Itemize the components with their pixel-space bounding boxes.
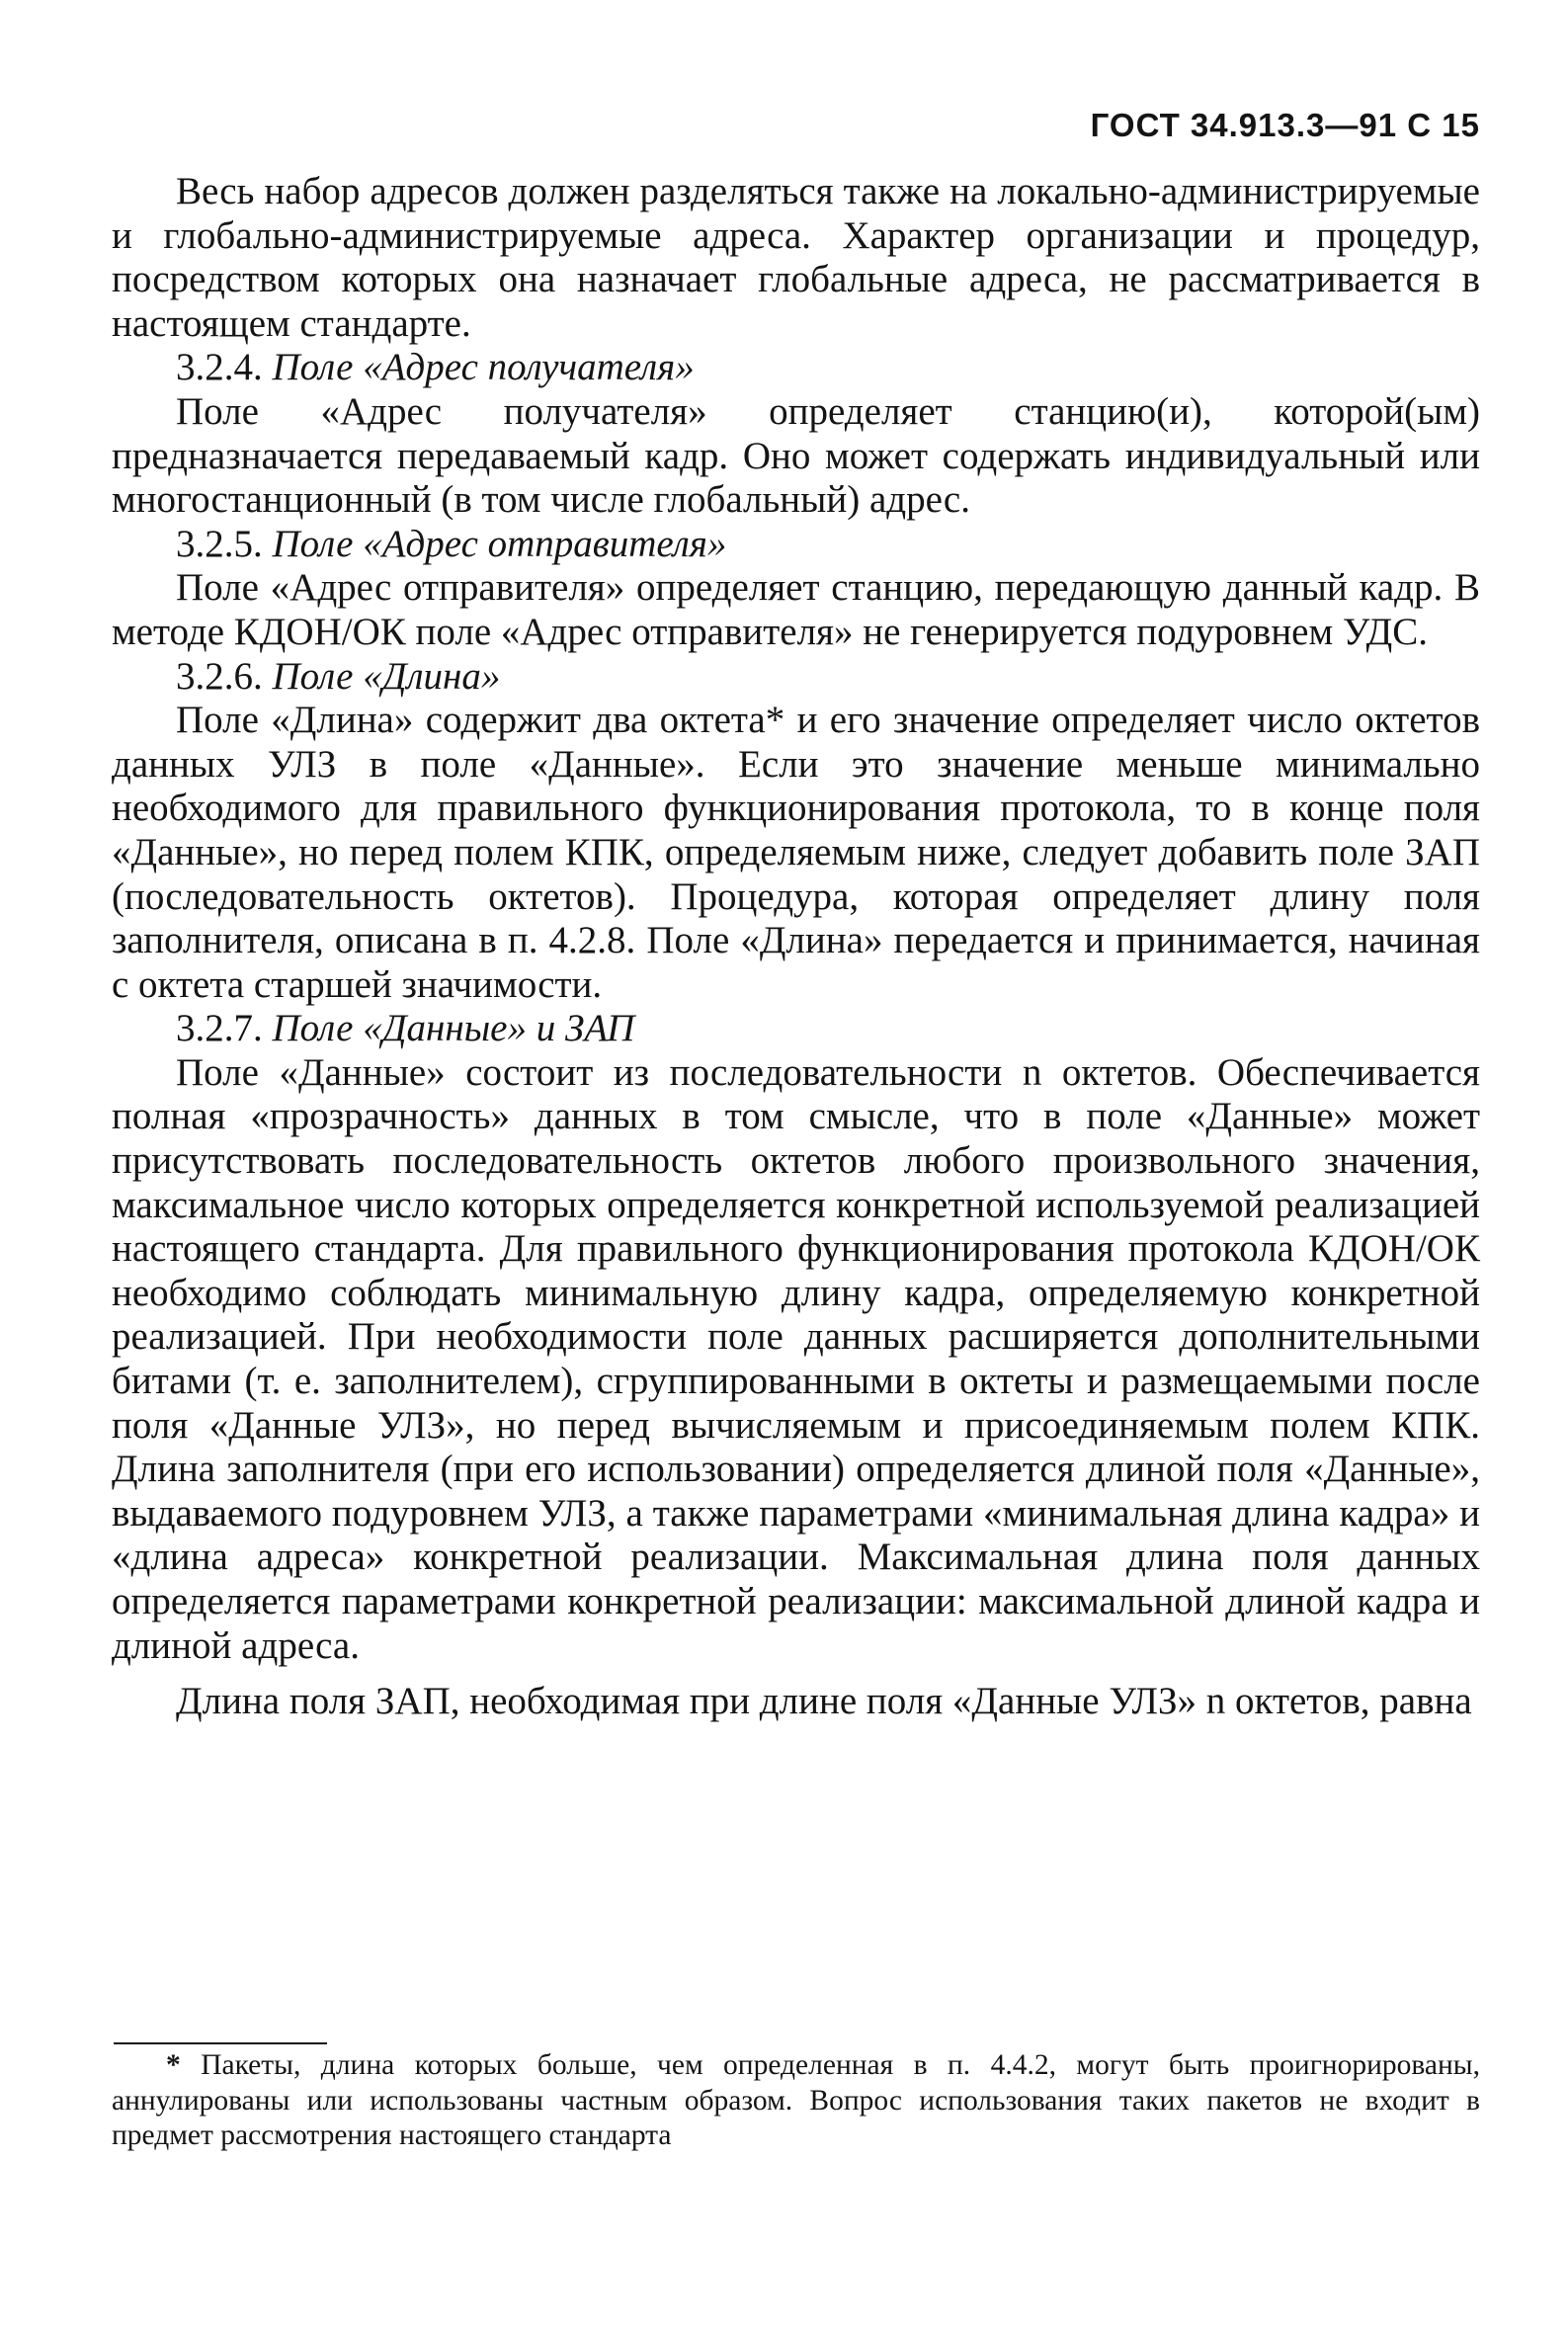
paragraph-text: и его значение определяет число октетов данных УЛЗ в поле «Данные». Если это значение меньше минимально необходимого для правильного функционирования протокола, то в конце поля «Данные», но перед полем КПК, определяемым ниже, следует добавить поле ЗАП (последовательность октетов). Процедура, которая определяет длину поля заполнителя, описана в п. 4.2.8. Поле «Длина» передается и принимается, начиная с октета старшей значимости.: [112, 699, 1480, 1006]
section-number: 3.2.7.: [176, 1007, 263, 1050]
paragraph-text: Поле «Длина» содержит два октета: [176, 699, 766, 742]
footnote-text: [112, 2048, 1480, 2154]
footnote-body: Пакеты, длина которых больше, чем определенная в п. 4.4.2, могут быть проигнорированы, аннулированы или использованы частным образом. Вопрос использования таких пакетов не входит в предмет рассмотрения настоящего стандарта: [112, 2049, 1480, 2151]
section-heading-3-2-7: [112, 1007, 1480, 1051]
paragraph-3-2-6: [112, 699, 1480, 1007]
footnote-mark: *: [166, 2049, 181, 2081]
section-title: Поле «Адрес получателя»: [272, 346, 695, 389]
footnote-reference[interactable]: *: [765, 699, 785, 742]
footnote-divider: [114, 2042, 327, 2044]
section-heading-3-2-4: [112, 346, 1480, 390]
standard-number: ГОСТ 34.913.3—91: [1090, 107, 1398, 143]
section-title: Поле «Данные» и ЗАП: [272, 1007, 635, 1050]
paragraph-pad-length: Длина поля ЗАП, необходимая при длине поля «Данные УЛЗ» n октетов, равна: [176, 1680, 1472, 1723]
footnote: [112, 2048, 1480, 2154]
section-heading-3-2-5: [112, 523, 1480, 567]
section-title: Поле «Длина»: [272, 654, 501, 698]
body-text: [112, 170, 1480, 1724]
section-number: 3.2.6.: [176, 654, 263, 698]
page-header: [1091, 107, 1480, 144]
section-number: 3.2.5.: [176, 522, 263, 565]
section-title: Поле «Адрес отправителя»: [272, 522, 727, 565]
paragraph-address-types: Весь набор адресов должен разделяться также на локально-администрируемые и глобально-администрируемые адреса. Характер организации и процедур, посредством которых она назначает глобальные адреса, не рассматривается в настоящем стандарте.: [112, 170, 1480, 345]
paragraph-3-2-5: Поле «Адрес отправителя» определяет станцию, передающую данный кадр. В методе КДОН/ОК поле «Адрес отправителя» не генерируется подуровнем УДС.: [112, 566, 1480, 653]
paragraph-3-2-7: Поле «Данные» состоит из последовательности n октетов. Обеспечивается полная «прозрачность» данных в том смысле, что в поле «Данные» может присутствовать последовательность октетов любого произвольного значения, максимальное число которых определяется конкретной используемой реализацией настоящего стандарта. Для правильного функционирования протокола КДОН/ОК необходимо соблюдать минимальную длину кадра, определяемую конкретной реализацией. При необходимости поле данных расширяется дополнительными битами (т. е. заполнителем), сгруппированными в октеты и размещаемыми после поля «Данные УЛЗ», но перед вычисляемым и присоединяемым полем КПК. Длина заполнителя (при его использовании) определяется длиной поля «Данные», выдаваемого подуровнем УЛЗ, а также параметрами «минимальная длина кадра» и «длина адреса» конкретной реализации. Максимальная длина поля данных определяется параметрами конкретной реализации: максимальной длиной кадра и длиной адреса.: [112, 1050, 1480, 1667]
section-heading-3-2-6: [112, 655, 1480, 700]
paragraph-3-2-4: Поле «Адрес получателя» определяет станцию(и), которой(ым) предназначается передаваемый кадр. Оно может содержать индивидуальный или многостанционный (в том числе глобальный) адрес.: [112, 389, 1480, 522]
page-number: С 15: [1407, 107, 1480, 143]
section-number: 3.2.4.: [176, 346, 263, 389]
